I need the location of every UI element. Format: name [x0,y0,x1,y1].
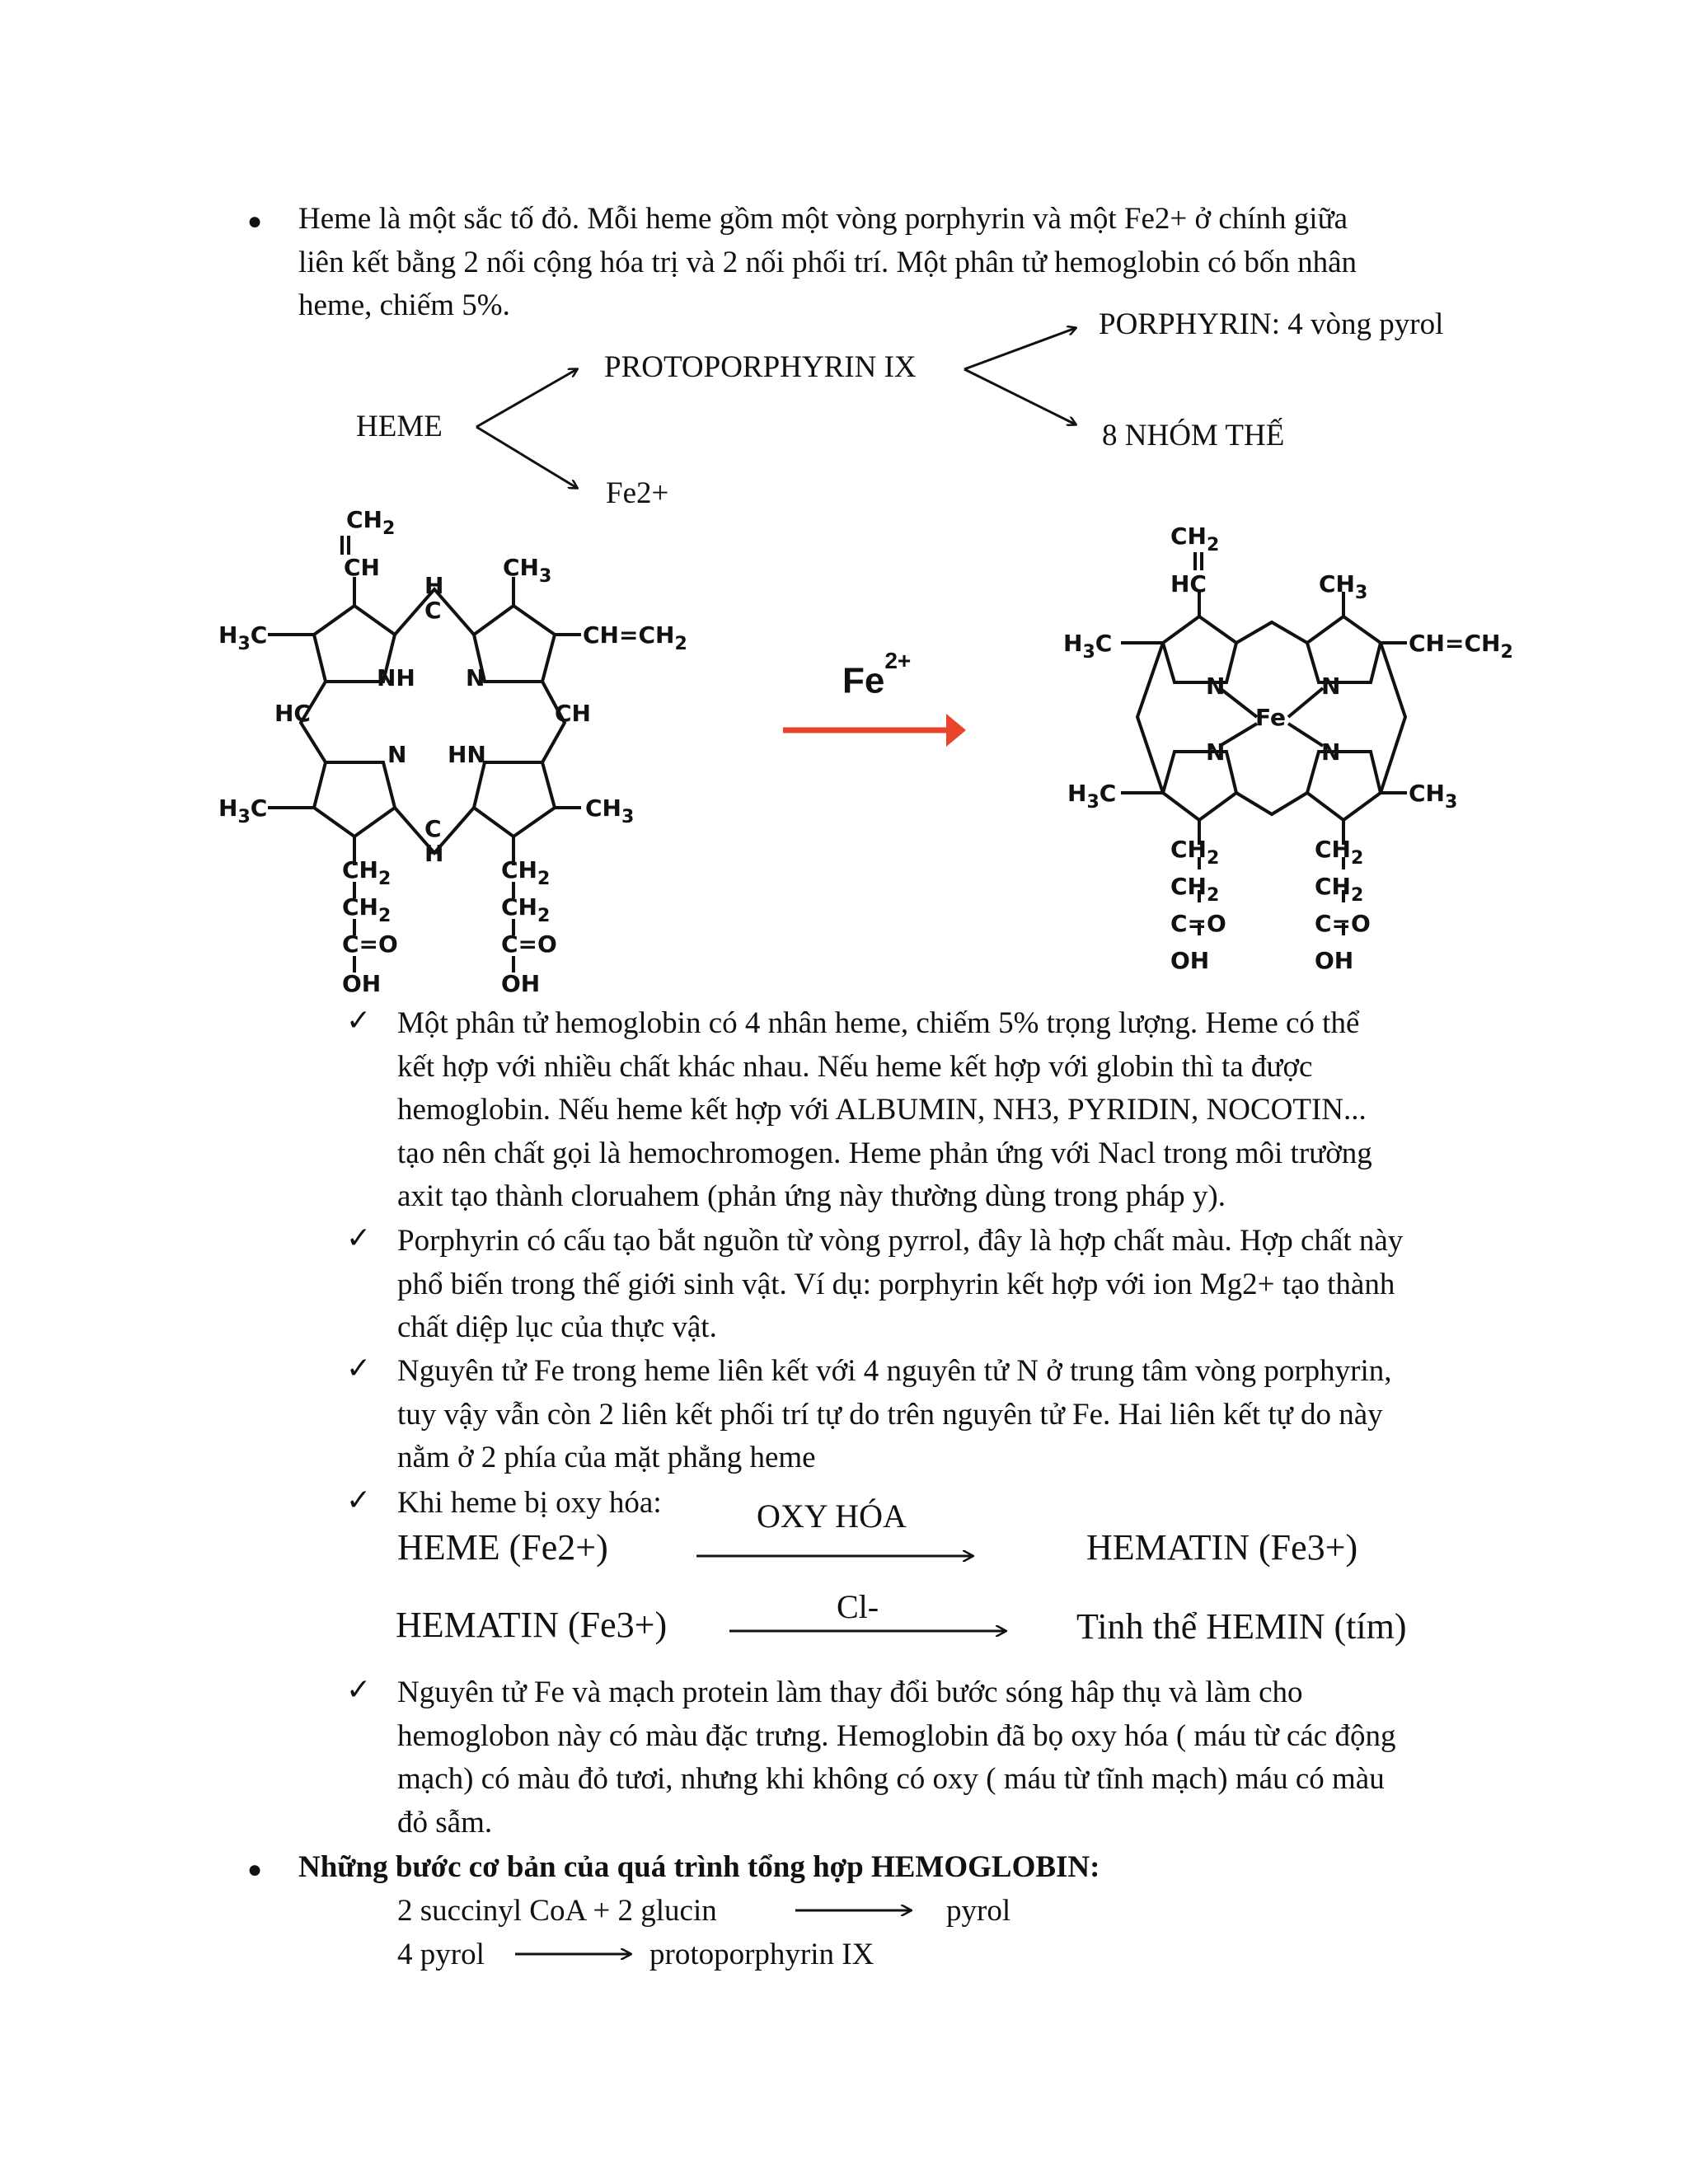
chem-oh: OH [342,970,382,997]
chem-ch2-d: $CH_2$ [501,893,551,926]
heme-ch2-a: $CH_2$ [1170,836,1220,869]
ox-r1-left: HEME (Fe2+) [397,1527,608,1568]
synthesis-arrows [0,1887,1688,1986]
chem-co: C=O [342,930,398,958]
chem-meso-h: H [424,572,444,599]
check-item-5 [397,1671,1469,1844]
chem-ch-right: CH [555,700,591,727]
chem-ch3: $CH_3$ [503,554,552,587]
check-line: kết hợp với nhiều chất khác nhau. Nếu heme kết hợp với globin thì ta được [397,1049,1313,1084]
check-line: nằm ở 2 phía của mặt phẳng heme [397,1441,816,1474]
check-line: Nguyên tử Fe trong heme liên kết với 4 nguyên tử N ở trung tâm vòng porphyrin, [397,1354,1392,1388]
chem-ch2: $CH_2$ [346,506,396,539]
heme-n4: N [1321,738,1341,766]
chem-hc: HC [274,700,311,727]
check-line: Porphyrin có cấu tạo bắt nguồn từ vòng pyrrol, đây là hợp chất màu. Hợp chất này [397,1224,1404,1258]
bullet-dot-icon: ● [247,208,263,235]
chem-meso-h2: H [424,840,444,867]
check-line: hemoglobon này có màu đặc trưng. Hemoglobin đã bọ oxy hóa ( máu từ các động [397,1718,1396,1753]
chem-ch2-c: $CH_2$ [501,856,551,889]
ox-r1-right: HEMATIN (Fe3+) [1086,1527,1358,1568]
chem-ch3-2: $CH_3$ [585,794,635,827]
heme-oh: OH [1170,947,1210,974]
heme-n3: N [1206,738,1226,766]
heme-ch2-d: $CH_2$ [1315,873,1364,906]
check-item-1 [397,1002,1469,1219]
check-line: chất diệp lục của thực vật. [397,1310,717,1344]
chem-ch2-a: $CH_2$ [342,856,392,889]
chem-co-2: C=O [501,930,557,958]
heme-h3c: $H_3C$ [1063,630,1113,663]
heme-ch-ch2: $CH=CH_2$ [1409,630,1513,663]
reaction-charge: 2+ [884,648,912,673]
synthesis-step2-right: protoporphyrin IX [649,1938,874,1971]
heme-n1: N [1206,673,1226,700]
chem-meso-c: C [424,597,442,624]
tree-nhom-the: 8 NHÓM THẾ [1102,419,1285,452]
intro-line: heme, chiếm 5%. [298,288,510,322]
check-line: Khi heme bị oxy hóa: [397,1486,662,1520]
heme-oh-2: OH [1315,947,1354,974]
ox-r2-right: Tinh thể HEMIN (tím) [1076,1606,1407,1647]
heme-co: C=O [1170,910,1226,937]
checkmark-icon: ✓ [346,1673,372,1707]
check-line: Nguyên tử Fe và mạch protein làm thay đổi bước sóng hâp thụ và làm cho [397,1675,1303,1709]
checkmark-icon: ✓ [346,1221,372,1255]
heme-hc: HC [1170,570,1207,598]
heme-ch2-b: $CH_2$ [1170,873,1220,906]
heme-co-2: C=O [1315,910,1371,937]
protoporphyrin-structure [218,490,713,1001]
heme-fe: Fe [1255,704,1286,731]
chem-ch: CH [344,554,380,581]
ox-r2-above: Cl- [837,1588,879,1625]
reaction-fe: Fe [842,660,885,701]
check-line: phổ biến trong thế giới sinh vật. Ví dụ: porphyrin kết hợp với ion Mg2+ tạo thành [397,1267,1395,1301]
check-line: hemoglobin. Nếu heme kết hợp với ALBUMIN, NH3, PYRIDIN, NOCOTIN... [397,1093,1367,1127]
check-line: axit tạo thành cloruahem (phản ứng này thường dùng trong pháp y). [397,1179,1226,1213]
heme-ch3: $CH_3$ [1319,570,1368,603]
bullet-dot-icon: ● [247,1856,263,1883]
heme-ch3-2: $CH_3$ [1409,780,1458,813]
heme-ch2: $CH_2$ [1170,523,1220,555]
chem-n: N [466,664,485,691]
intro-line: Heme là một sắc tố đỏ. Mỗi heme gồm một vòng porphyrin và một Fe2+ ở chính giữa [298,202,1348,236]
heme-h3c-2: $H_3C$ [1067,780,1117,813]
chem-oh-2: OH [501,970,541,997]
chem-n2: N [387,741,407,768]
tree-heme: HEME [356,410,443,443]
synthesis-step1-right: pyrol [946,1894,1011,1928]
reaction-arrow [783,707,981,757]
checkmark-icon: ✓ [346,1483,372,1517]
synthesis-step2-left: 4 pyrol [397,1938,485,1971]
ox-r2-left: HEMATIN (Fe3+) [396,1605,668,1645]
chem-nh: NH [377,664,415,691]
chem-hn: HN [448,741,486,768]
heme-ch2-c: $CH_2$ [1315,836,1364,869]
check-line: đỏ sẫm. [397,1805,493,1840]
heme-n2: N [1321,673,1341,700]
check-line: tuy vậy vẫn còn 2 liên kết phối trí tự do trên nguyên tử Fe. Hai liên kết tự do này [397,1397,1383,1432]
chem-ch-ch2: $CH=CH_2$ [583,621,687,654]
tree-fe2: Fe2+ [606,476,669,510]
checkmark-icon: ✓ [346,1004,372,1038]
reaction-fe-label [842,648,912,702]
chem-h3c: $H_3C$ [218,621,268,654]
synthesis-heading: Những bước cơ bản của quá trình tổng hợp HEMOGLOBIN: [298,1850,1100,1884]
chem-ch2-b: $CH_2$ [342,893,392,926]
tree-protoporphyrin: PROTOPORPHYRIN IX [604,350,917,384]
heme-structure [1059,523,1521,989]
chem-meso-c2: C [424,815,442,842]
synthesis-step1-left: 2 succinyl CoA + 2 glucin [397,1894,717,1928]
intro-line: liên kết bằng 2 nối cộng hóa trị và 2 nối phối trí. Một phân tử hemoglobin có bốn nhân [298,245,1357,279]
check-line: Một phân tử hemoglobin có 4 nhân heme, chiếm 5% trọng lượng. Heme có thể [397,1006,1360,1040]
check-item-3 [397,1350,1469,1480]
checkmark-icon: ✓ [346,1352,372,1385]
ox-r1-above: OXY HÓA [757,1497,907,1535]
check-line: mạch) có màu đỏ tươi, nhưng khi không có oxy ( máu từ tĩnh mạch) máu có màu [397,1762,1385,1796]
check-line: tạo nên chất gọi là hemochromogen. Heme phản ứng với Nacl trong môi trường [397,1136,1372,1170]
chem-h3c-2: $H_3C$ [218,794,268,827]
tree-porphyrin: PORPHYRIN: 4 vòng pyrol [1099,307,1444,341]
check-item-2 [397,1220,1493,1350]
